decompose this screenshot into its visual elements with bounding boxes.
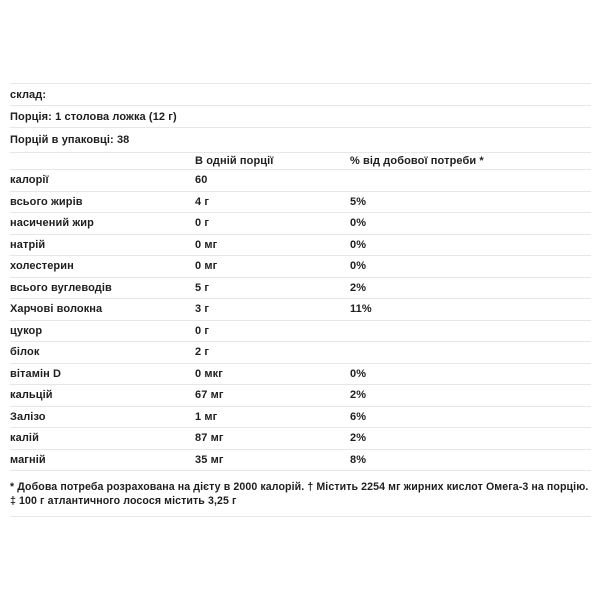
nutrient-label: вітамін D: [10, 367, 62, 380]
nutrient-label: кальцій: [10, 389, 53, 402]
nutrient-percent: 11%: [350, 303, 372, 316]
nutrient-label: Залізо: [10, 410, 46, 423]
table-row-protein: [10, 342, 591, 364]
nutrient-percent: 2%: [350, 389, 367, 402]
nutrient-label: всього вуглеводів: [10, 281, 112, 294]
table-row-calcium: [10, 385, 591, 407]
nutrient-label: калорії: [10, 174, 49, 187]
nutrient-label: магній: [10, 453, 46, 466]
serving-size-label: Порція: 1 столова ложка (12 г): [10, 110, 177, 123]
nutrient-percent: 6%: [350, 410, 367, 423]
footnote-salmon: ‡ 100 г атлантичного лосося містить 3,25 г: [10, 495, 237, 507]
table-row-total-fat: [10, 192, 591, 214]
footnote-daily-value: * Добова потреба розрахована на дієту в 2000 калорій. † Містить 2254 мг жирних кислот Омега-3 на порцію.: [10, 481, 589, 493]
nutrient-amount: 4 г: [195, 195, 210, 208]
nutrient-label: Харчові волокна: [10, 303, 103, 316]
nutrient-amount: 0 мг: [195, 260, 218, 273]
nutrient-amount: 0 мг: [195, 238, 218, 251]
ingredients-label: склад:: [10, 88, 47, 101]
nutrient-percent: 0%: [350, 367, 367, 380]
nutrient-label: білок: [10, 346, 40, 359]
nutrient-amount: 1 мг: [195, 410, 218, 423]
servings-per-pack-label: Порцій в упаковці: 38: [10, 134, 130, 146]
table-row-saturated-fat: [10, 213, 591, 235]
nutrient-percent: 2%: [350, 281, 367, 294]
nutrient-amount: 0 г: [195, 324, 210, 337]
nutrient-amount: 67 мг: [195, 389, 224, 402]
nutrient-percent: 8%: [350, 453, 367, 466]
serving-size-row: [10, 106, 591, 128]
nutrient-label: цукор: [10, 324, 43, 337]
table-row-cholesterol: [10, 256, 591, 278]
table-row-magnesium: [10, 450, 591, 472]
nutrient-label: холестерин: [10, 260, 74, 273]
table-row-sodium: [10, 235, 591, 257]
nutrient-percent: 0%: [350, 260, 367, 273]
nutrition-facts-panel: [10, 83, 591, 517]
nutrient-amount: 35 мг: [195, 453, 224, 466]
footnotes-block: [10, 471, 591, 517]
servings-per-pack-row: [10, 128, 591, 153]
nutrient-percent: 0%: [350, 238, 367, 251]
nutrient-amount: 60: [195, 174, 208, 187]
nutrient-amount: 87 мг: [195, 432, 224, 445]
table-row-sugar: [10, 321, 591, 343]
nutrient-amount: 0 г: [195, 217, 210, 230]
nutrient-amount: 0 мкг: [195, 367, 223, 380]
nutrient-percent: 0%: [350, 217, 367, 230]
nutrient-percent: 2%: [350, 432, 367, 445]
ingredients-row: [10, 84, 591, 106]
header-amount-column: В одній порції: [195, 155, 274, 167]
nutrient-percent: 5%: [350, 195, 367, 208]
nutrient-amount: 2 г: [195, 346, 210, 359]
table-row-total-carbs: [10, 278, 591, 300]
nutrient-label: натрій: [10, 238, 46, 251]
table-row-vitamin-d: [10, 364, 591, 386]
table-row-iron: [10, 407, 591, 429]
nutrient-label: насичений жир: [10, 217, 94, 230]
nutrient-label: калій: [10, 432, 39, 445]
header-percent-column: % від добової потреби *: [350, 155, 484, 167]
table-row-calories: [10, 170, 591, 192]
table-row-dietary-fiber: [10, 299, 591, 321]
table-header-row: [10, 153, 591, 170]
table-row-potassium: [10, 428, 591, 450]
nutrient-amount: 3 г: [195, 303, 210, 316]
nutrient-label: всього жирів: [10, 195, 83, 208]
nutrient-amount: 5 г: [195, 281, 210, 294]
